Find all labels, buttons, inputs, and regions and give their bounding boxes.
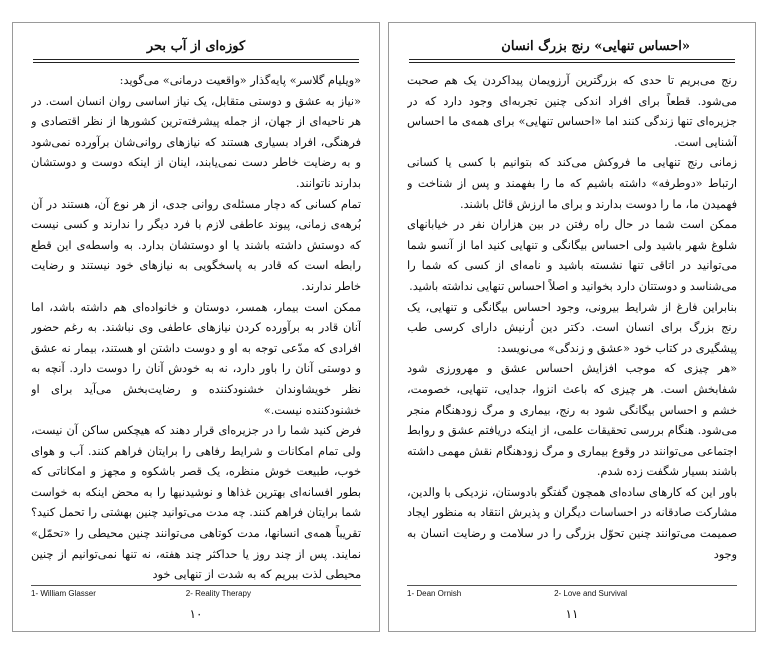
footnotes [31,585,361,603]
page-number: ۱۰ [189,607,203,621]
paragraph: باور این که کارهای ساده‌ای همچون گفتگو بادوستان، نزدیکی با والدین، مشارکت صادقانه در احساسات دیگران و پذیرش انتقاد به منظور ایجاد صمیمت می‌توانند چنین تحوّل بزرگی را در سلامت و رضایت انسان به وجود [407,485,737,561]
page-header [33,37,359,65]
header-rule [409,62,735,63]
footnote: 1- William Glasser [31,589,96,598]
paragraph: تمام کسانی که دچار مسئله‌ی روانی جدی، از هر نوع آن، هستند در آن بُرهه‌ی زمانی، پیوند عاطفی لازم با فرد دیگر را ندارند و کسی نیست که دوستش داشته باشند یا او دوستشان بدارد. به واسطه‌ی این قطع رابطه است که قادر به پاسخگویی به نیازهای خود نیستند و رضایت خاطر ندارند. [31,197,361,293]
running-title: کوزه‌ای از آب بحر [146,39,246,54]
paragraph: بنابراین فارغ از شرایط بیرونی، وجود احساس بیگانگی و تنهایی، یک رنج بزرگ برای انسان است. دکتر دین اُرنیش دارای کرسی طب پیشگیری در کتاب خود «عشق و زندگی» می‌نویسد: [407,300,737,355]
page-header [409,37,735,65]
page-body [31,71,361,583]
header-rule [33,59,359,60]
page-number: ۱۱ [565,607,579,621]
running-title: «احساس تنهایی» رنج بزرگ انسان [501,39,690,54]
footnotes [407,585,737,603]
paragraph: ممکن است شما در حال راه رفتن در بین هزاران نفر در خیابانهای شلوغ شهر باشید ولی احساس بیگانگی و تنهایی کنید اما از آنسو شما می‌توانید در اتاقی تنها نشسته باشید و نامه‌ای از کسی که شما را می‌شناسد و دوستتان دارد بخوانید و اصلاً احساس تنهایی نداشته باشید. [407,218,737,293]
footnote: 1- Dean Ornish [407,589,462,598]
paragraph: ممکن است بیمار، همسر، دوستان و خانواده‌ای هم داشته باشد، اما آنان قادر به برآورده کردن نیازهای عاطفی وی نباشند. به رغم حضور افرادی که مدّعی توجه به او و دوست داشتن او هستند، بیمار نه عشق و دوستی آنان را باور دارد، نه به خودش آنان را دوست دارد. آنچه به نظر خویشاوندان خشنودکننده و رضایت‌بخش می‌آید برای او خشنودکننده نیست.» [31,300,361,417]
paragraph: «نیاز به عشق و دوستی متقابل، یک نیاز اساسی روان انسان است. در هر ناحیه‌ای از جهان، از جمله پیشرفته‌ترین کشورها از نظر اقتصادی و فرهنگی، افراد بسیاری هستند که نیازهای روانی‌شان برآورده نمی‌شود و به رضایت خاطر دست نمی‌یابند، اینان از اینکه دوست و دوستشان بدارند ناتوانند. [31,94,361,190]
header-rule [33,62,359,63]
footnote: 2- Love and Survival [554,589,627,598]
paragraph: فرض کنید شما را در جزیره‌ای قرار دهند که هیچکس ساکن آن نیست، ولی تمام امکانات و شرایط رفاهی را برایتان فراهم کنند. آب و هوای خوب، طبیعت خوش منظره، یک قصر باشکوه و مجهز و امکاناتی که بطور افسانه‌ای بهترین غذاها و نوشیدنیها را به محض اینکه به خواست شما برایتان فراهم کنند. چه مدت می‌توانید چنین بهشتی را تحمل کنید؟ تقریباً همه‌ی انسانها، مدت کوتاهی می‌توانند چنین محیطی را «تحمّل» نمایند. پس از چند روز یا حداکثر چند هفته، نه تنها نمی‌توانیم از چنین محیطی لذت ببریم که به شدت از تنهایی خود [31,424,361,582]
book-page-right [388,22,756,632]
paragraph: رنج می‌بریم تا حدی که بزرگترین آرزویمان پیداکردن یک هم صحبت می‌شود. قطعاً برای افراد اندکی چنین تجربه‌ای وجود دارد که در جزیره‌ای تنها زندگی کنند اما «احساس تنهایی» برای همه‌ی ما احساس آشنایی است. [407,74,737,149]
book-page-left [12,22,380,632]
footnote: 2- Reality Therapy [185,589,251,598]
page-body [407,71,737,583]
paragraph: «هر چیزی که موجب افزایش احساس عشق و مهرورزی شود شفابخش است. هر چیزی که باعث انزوا، جدایی، تنهایی، خصومت، خشم و احساس بیگانگی شود به رنج، بیماری و مرگ زودهنگام منجر می‌شود. هنگام بررسی تحقیقات علمی، از اینکه دریافتم عشق و روابط اجتماعی می‌توانند در وقوع بیماری و مرگ زودهنگام نقش مهمی داشته باشند بسیار شگفت زده شدم. [407,362,737,479]
paragraph: زمانی رنج تنهایی ما فروکش می‌کند که بتوانیم با کسی یا کسانی ارتباط «دوطرفه» داشته باشیم که ما را بفهمند و پس از شناخت و فهمیدن ما، ما را دوست بدارند و برای ما ارزش قائل باشند. [407,156,737,211]
paragraph: «ویلیام گلاسر» پایه‌گذار «واقعیت درمانی» می‌گوید: [119,74,361,87]
header-rule [409,59,735,60]
